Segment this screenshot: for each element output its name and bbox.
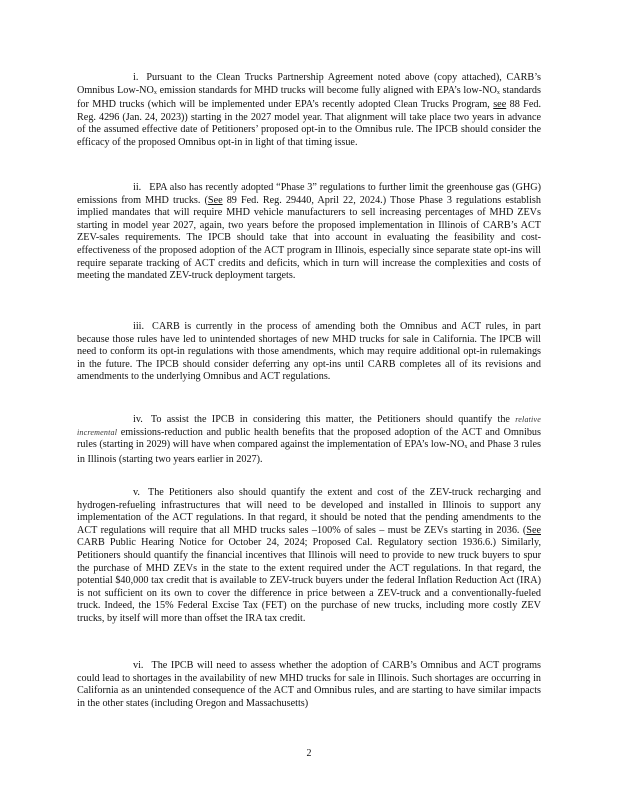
citation-signal: See <box>207 194 223 206</box>
paragraph-text: CARB Public Hearing Notice for October 24, 2024; Proposed Cal. Regulatory section 1936.6.) Similarly, Petitioners should quantify the financial incentives that Illinois will need to provide to new truck buyers to spur the purchase of MHD ZEVs in the state to the extent required under the ACT regulations. In that regard, the potential $40,000 tax credit that is available to ZEV-truck buyers under the federal Inflation Reduction Act (IRA) is not sufficient on its own to cover the difference in price between a ZEV-truck and a conventionally-fueled truck. Indeed, the 15% Federal Excise Tax (FET) on the purchase of new trucks, including more costly ZEV trucks, by itself will more than offset the IRA tax credit. <box>77 537 541 624</box>
paragraph-number: iv. <box>133 414 143 425</box>
subscript: x <box>153 89 157 96</box>
subscript: x <box>496 89 500 96</box>
paragraph-text: To assist the IPCB in considering this matter, the Petitioners should quantify the <box>150 414 516 425</box>
paragraph-text: EPA also has recently adopted “Phase 3” regulations to further limit the greenhouse gas (GHG) emissions from MHD trucks. ( <box>77 182 541 206</box>
paragraph-v <box>77 487 541 626</box>
paragraph-text: CARB is currently in the process of amending both the Omnibus and ACT rules, in part because those rules have led to unintended shortages of new MHD trucks for sale in California. The IPCB will need to conform its opt-in regulations with those amendments, which may require additional opt-in rulemakings in the future. The IPCB should consider deferring any opt-ins until CARB completes all of its revisions and amendments to the underlying Omnibus and ACT regulations. <box>77 321 541 383</box>
paragraph-ii <box>77 182 541 283</box>
paragraph-text: The Petitioners also should quantify the extent and cost of the ZEV-truck recharging and hydrogen-refueling infrastructures that will need to be developed and installed in Illinois to support any implementation of the ACT regulations. In that regard, it should be noted that the pending amendments to the ACT regulations will require that all MHD trucks sales –100% of sales – must be ZEVs starting in 2036. ( <box>77 487 541 536</box>
paragraph-text: emissions-reduction and public health benefits that the proposed adoption of the ACT and Omnibus rules (starting in 2029) will have when compared against the implementation of EPA’s low-NO <box>77 426 541 451</box>
subscript: x <box>464 444 468 451</box>
paragraph-number: ii. <box>133 182 142 193</box>
paragraph-text: 88 Fed. Reg. 4296 (Jan. 24, 2023)) starting in the 2027 model year. That alignment will take place two years in advance of the assumed effective date of Petitioners’ proposed opt-in to the Omnibus rule. The IPCB should consider the efficacy of the proposed Omnibus opt-in in light of that timing issue. <box>77 99 541 148</box>
paragraph-number: v. <box>133 487 140 498</box>
paragraph-iv <box>77 414 541 466</box>
paragraph-text: emission standards for MHD trucks will become fully aligned with EPA’s low-NO <box>156 84 497 96</box>
paragraph-text: Pursuant to the Clean Trucks Partnership Agreement noted above (copy attached), CARB’s Omnibus Low-NO <box>77 72 541 96</box>
italic-phrase: relative incremental <box>77 415 541 437</box>
citation-signal: See <box>526 524 541 536</box>
paragraph-vi <box>77 660 541 710</box>
citation-signal: see <box>493 99 507 111</box>
paragraph-iii <box>77 321 541 384</box>
paragraph-text: and Phase 3 rules in Illinois (starting two years earlier in 2027). <box>77 439 542 465</box>
page-number: 2 <box>306 748 312 759</box>
paragraph-text: The IPCB will need to assess whether the adoption of CARB’s Omnibus and ACT programs could lead to shortages in the availability of new MHD trucks for sale in Illinois. Such shortages are occurring in California as an unintended consequence of the ACT and Omnibus rules, and are starting to have similar impacts in the other states (including Oregon and Massachusetts) <box>77 660 541 709</box>
paragraph-i <box>77 72 541 150</box>
paragraph-text: 89 Fed. Reg. 29440, April 22, 2024.) Those Phase 3 regulations establish implied mandates that will require MHD vehicle manufacturers to sell increasing percentages of MHD ZEVs starting in model year 2027, again, two years before the proposed implementation in Illinois of CARB’s ACT ZEV-sales requirements. The IPCB should take that into account in evaluating the feasibility and cost-effectiveness of the proposed adoption of the ACT program in Illinois, especially since separate state opt-ins will require separate tracking of ACT credits and deficits, which in turn will increase the complexities and costs of meeting the mandated ZEV-truck deployment targets. <box>77 194 541 282</box>
paragraph-number: iii. <box>133 321 145 332</box>
paragraph-number: vi. <box>133 660 144 671</box>
paragraph-text: standards for MHD trucks (which will be implemented under EPA’s recently adopted Clean Trucks Program, <box>77 84 541 111</box>
paragraph-number: i. <box>133 72 139 83</box>
